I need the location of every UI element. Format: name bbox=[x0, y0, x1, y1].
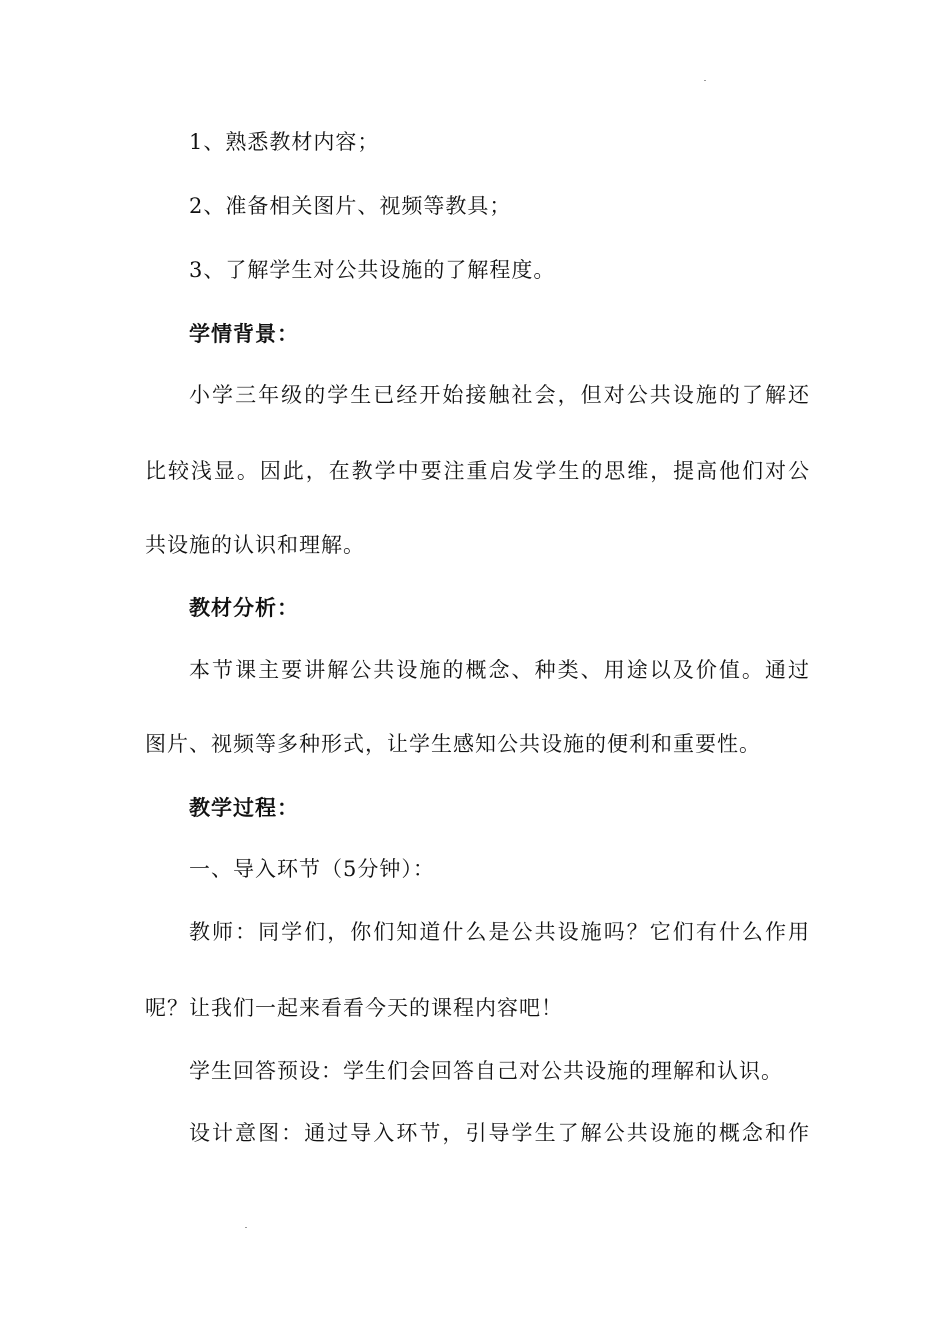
corner-mark bbox=[704, 80, 706, 81]
design-intent: 设计意图：通过导入环节，引导学生了解公共设施的概念和作 bbox=[189, 1121, 810, 1145]
learning-background-line-1: 小学三年级的学生已经开始接触社会，但对公共设施的了解还 bbox=[189, 383, 810, 407]
learning-background-heading: 学情背景： bbox=[189, 322, 299, 346]
material-analysis-line-1: 本节课主要讲解公共设施的概念、种类、用途以及价值。通过 bbox=[189, 658, 810, 682]
prep-item-2: 2、准备相关图片、视频等教具； bbox=[189, 194, 512, 218]
teacher-line-2: 呢？让我们一起来看看今天的课程内容吧！ bbox=[145, 996, 563, 1020]
learning-background-line-3: 共设施的认识和理解。 bbox=[145, 533, 365, 557]
prep-item-3: 3、了解学生对公共设施的了解程度。 bbox=[189, 258, 556, 282]
teaching-process-heading: 教学过程： bbox=[189, 796, 299, 820]
learning-background-line-2: 比较浅显。因此，在教学中要注重启发学生的思维，提高他们对公 bbox=[145, 459, 810, 483]
material-analysis-line-2: 图片、视频等多种形式，让学生感知公共设施的便利和重要性。 bbox=[145, 732, 761, 756]
prep-item-1: 1、熟悉教材内容； bbox=[189, 130, 380, 154]
material-analysis-heading: 教材分析： bbox=[189, 596, 299, 620]
teacher-line-1: 教师：同学们，你们知道什么是公共设施吗？它们有什么作用 bbox=[189, 920, 810, 944]
section-1-title: 一、导入环节（5分钟）： bbox=[189, 857, 435, 881]
student-answer: 学生回答预设：学生们会回答自己对公共设施的理解和认识。 bbox=[189, 1059, 783, 1083]
footer-mark bbox=[245, 1227, 247, 1228]
